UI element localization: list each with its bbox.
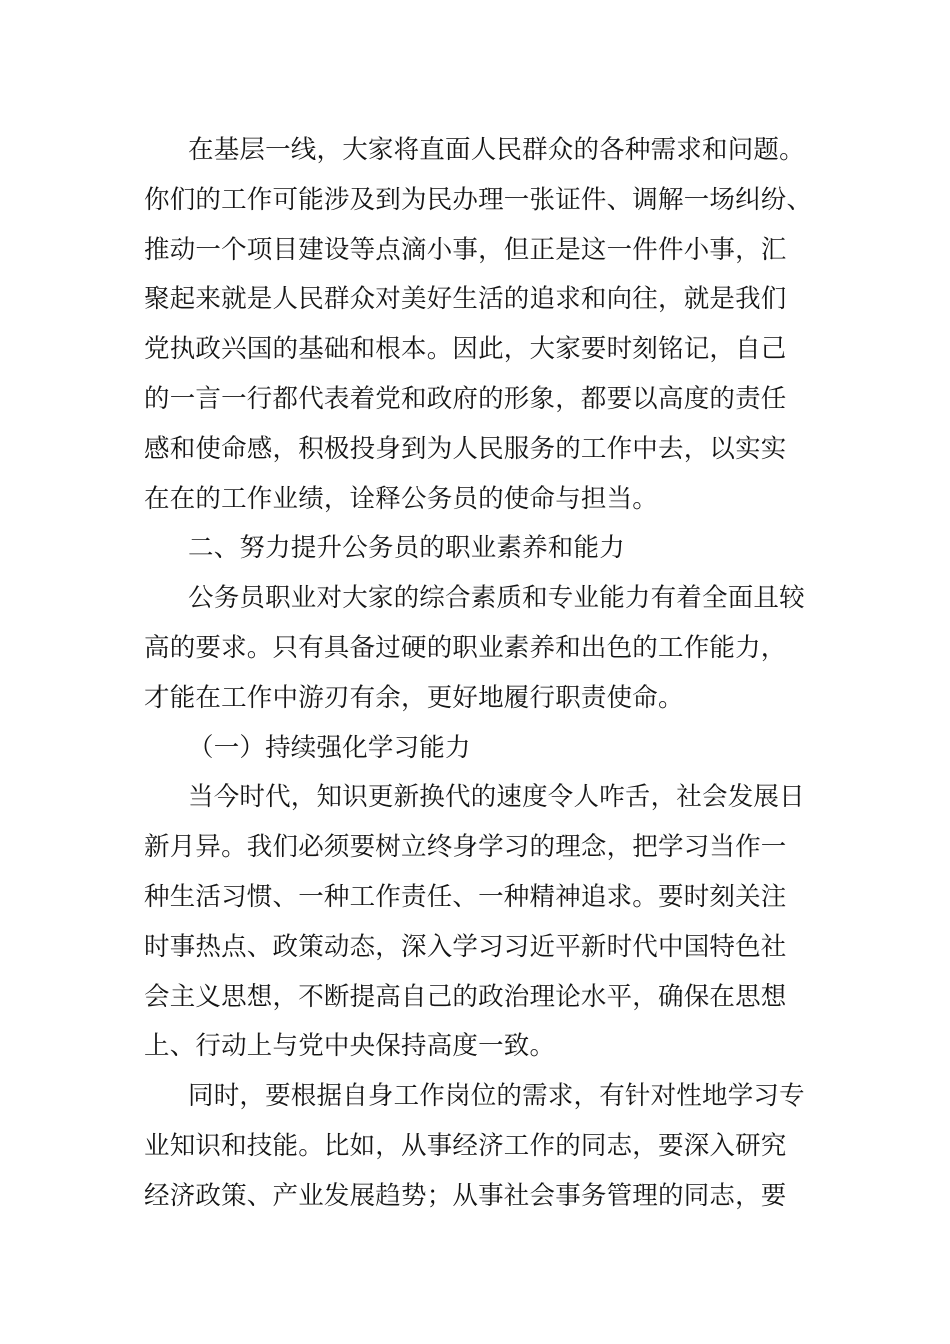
paragraph-line: 你们的工作可能涉及到为民办理一张证件、调解一场纠纷、 — [144, 184, 813, 215]
paragraph-line: 感和使命感，积极投身到为人民服务的工作中去，以实实 — [144, 433, 787, 464]
paragraph-line: 高的要求。只有具备过硬的职业素养和出色的工作能力， — [144, 632, 787, 663]
paragraph-line: 在在的工作业绩，诠释公务员的使命与担当。 — [144, 483, 659, 514]
paragraph-line: 上、行动上与党中央保持高度一致。 — [144, 1031, 556, 1062]
paragraph-line: 推动一个项目建设等点滴小事，但正是这一件件小事，汇 — [144, 234, 787, 265]
paragraph-line: 同时，要根据自身工作岗位的需求，有针对性地学习专 — [188, 1081, 805, 1112]
paragraph-line: 经济政策、产业发展趋势；从事社会事务管理的同志，要 — [144, 1180, 787, 1211]
paragraph-line: 党执政兴国的基础和根本。因此，大家要时刻铭记，自己 — [144, 334, 787, 365]
paragraph-line: 当今时代，知识更新换代的速度令人咋舌，社会发展日 — [188, 782, 805, 813]
paragraph-line: 的一言一行都代表着党和政府的形象，都要以高度的责任 — [144, 383, 787, 414]
paragraph-line: 新月异。我们必须要树立终身学习的理念，把学习当作一 — [144, 832, 787, 863]
paragraph-line: 会主义思想，不断提高自己的政治理论水平，确保在思想 — [144, 981, 787, 1012]
paragraph-line: 聚起来就是人民群众对美好生活的追求和向往，就是我们 — [144, 284, 787, 315]
paragraph-line: 时事热点、政策动态，深入学习习近平新时代中国特色社 — [144, 931, 787, 962]
paragraph-line: 种生活习惯、一种工作责任、一种精神追求。要时刻关注 — [144, 881, 787, 912]
paragraph-line: 业知识和技能。比如，从事经济工作的同志，要深入研究 — [144, 1130, 787, 1161]
paragraph-line: 在基层一线，大家将直面人民群众的各种需求和问题。 — [188, 135, 805, 165]
paragraph-line: 才能在工作中游刃有余，更好地履行职责使命。 — [144, 682, 684, 713]
subsection-heading: （一）持续强化学习能力 — [188, 732, 471, 763]
section-heading: 二、努力提升公务员的职业素养和能力 — [188, 533, 625, 564]
paragraph-line: 公务员职业对大家的综合素质和专业能力有着全面且较 — [188, 583, 805, 614]
body-text — [144, 126, 813, 1222]
